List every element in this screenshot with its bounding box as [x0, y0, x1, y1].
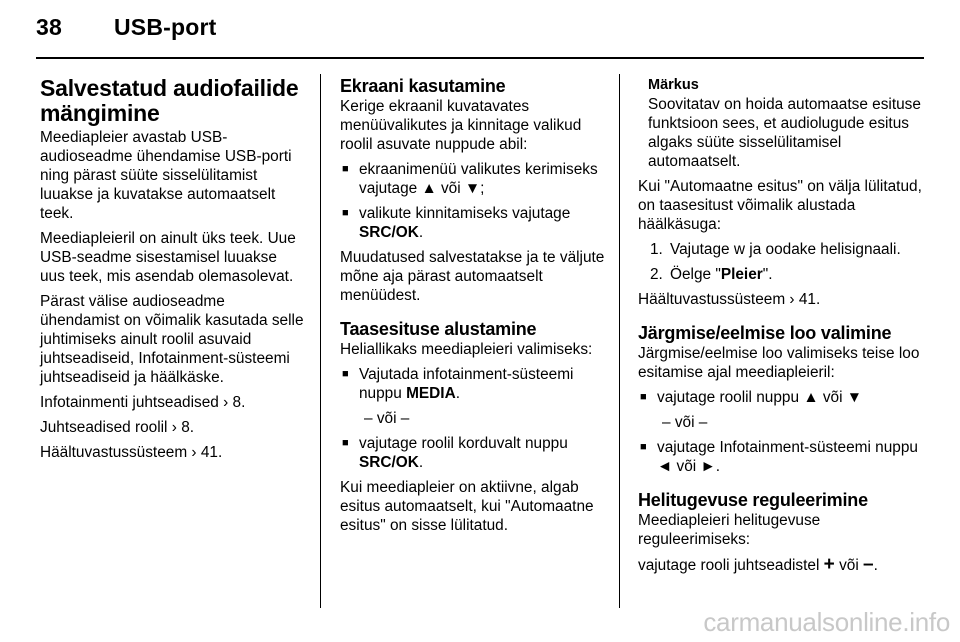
page-title: USB-port	[114, 14, 217, 40]
list-item: ■ vajutage roolil nuppu ▲ või ▼	[640, 389, 863, 406]
paragraph: Pärast välise audioseadme ühendamist on võimalik kasutada selle juhtimiseks ainult roolil asuvaid juhtseadiseid, Infotainment-süsteemi juhtseadiseid ja häälkäske.	[40, 293, 304, 386]
step-item: 2. Öelge "Pleier".	[650, 266, 773, 283]
list-item: ■ vajutage Infotainment-süsteemi nuppu ◄ või ►.	[640, 439, 918, 475]
paragraph: Kerige ekraanil kuvatavates menüüvalikutes ja kinnitage valikud roolil asuvate nuppude abil:	[340, 98, 582, 153]
header-rule	[36, 57, 924, 59]
watermark: carmanualsonline.info	[703, 607, 950, 637]
paragraph: Kui meediapleier on aktiivne, algab esitus automaatselt, kui "Automaatne esitus" on sisse lülitatud.	[340, 479, 594, 534]
paragraph: Heliallikaks meediapleieri valimiseks:	[340, 341, 593, 358]
column-1	[40, 76, 306, 468]
or-separator: – või –	[662, 414, 708, 431]
or-separator: – või –	[364, 410, 410, 427]
section-heading-start: Taasesituse alustamine	[340, 319, 537, 339]
note-box	[638, 76, 928, 171]
note-title: Märkus	[648, 77, 699, 93]
list-item: ■ Vajutada infotainment-süsteemi nuppu MEDIA.	[342, 366, 574, 402]
page-number: 38	[36, 14, 62, 40]
minus-icon: –	[863, 554, 874, 575]
plus-icon: +	[823, 554, 835, 575]
paragraph: Muudatused salvestatakse ja te väljute mõne aja pärast automaatselt menüüdest.	[340, 249, 605, 304]
column-divider-2	[619, 74, 620, 608]
bullet-icon: ■	[640, 441, 647, 453]
paragraph: vajutage rooli juhtseadistel + või –.	[638, 554, 878, 575]
bullet-icon: ■	[342, 437, 349, 449]
column-3	[638, 76, 928, 581]
list-item: ■ ekraanimenüü valikutes kerimiseks vajutage ▲ või ▼;	[342, 161, 598, 197]
page-ref-icon: ›	[223, 394, 229, 411]
bullet-icon: ■	[342, 163, 349, 175]
paragraph: Meediapleieri helitugevuse reguleerimiseks:	[638, 512, 821, 548]
list-item: ■ vajutage roolil korduvalt nuppu SRC/OK.	[342, 435, 568, 471]
page-ref-icon: ›	[191, 444, 197, 461]
cross-reference[interactable]: Juhtseadised roolil › 8.	[40, 419, 195, 436]
bullet-icon: ■	[342, 368, 349, 380]
section-heading-playback: Salvestatud audiofailide mängimine	[40, 75, 299, 126]
section-heading-track: Järgmise/eelmise loo valimine	[638, 323, 892, 343]
cross-reference[interactable]: Häältuvastussüsteem › 41.	[40, 444, 223, 461]
list-item: ■ valikute kinnitamiseks vajutage SRC/OK.	[342, 205, 571, 241]
cross-reference[interactable]: Häältuvastussüsteem › 41.	[638, 291, 821, 308]
page-header	[36, 14, 217, 41]
step-item: 1. Vajutage w ja oodake helisignaali.	[650, 241, 901, 258]
paragraph: Kui "Automaatne esitus" on välja lülitatud, on taasesitust võimalik alustada häälkäsuga:	[638, 178, 922, 233]
paragraph: Meediapleieril on ainult üks teek. Uue USB-seadme sisestamisel luuakse uus teek, mis asendab olemasolevat.	[40, 230, 296, 285]
page-ref-icon: ›	[789, 291, 795, 308]
section-heading-screen: Ekraani kasutamine	[340, 76, 506, 96]
bullet-icon: ■	[342, 207, 349, 219]
column-divider-1	[320, 74, 321, 608]
column-2	[340, 76, 610, 541]
page-ref-icon: ›	[171, 419, 177, 436]
paragraph: Meediapleier avastab USB-audioseadme ühendamise USB-porti ning pärast süüte sisselülitamist luuakse ja kuvatakse automaatselt teek.	[40, 129, 292, 222]
bullet-icon: ■	[640, 391, 647, 403]
note-text: Soovitatav on hoida automaatse esituse funktsioon sees, et audiolugude esitus algaks süüte sisselülitamisel automaatselt.	[648, 96, 921, 170]
paragraph: Järgmise/eelmise loo valimiseks teise loo esitamise ajal meediapleieril:	[638, 345, 920, 381]
cross-reference[interactable]: Infotainmenti juhtseadised › 8.	[40, 394, 246, 411]
section-heading-volume: Helitugevuse reguleerimine	[638, 490, 868, 510]
